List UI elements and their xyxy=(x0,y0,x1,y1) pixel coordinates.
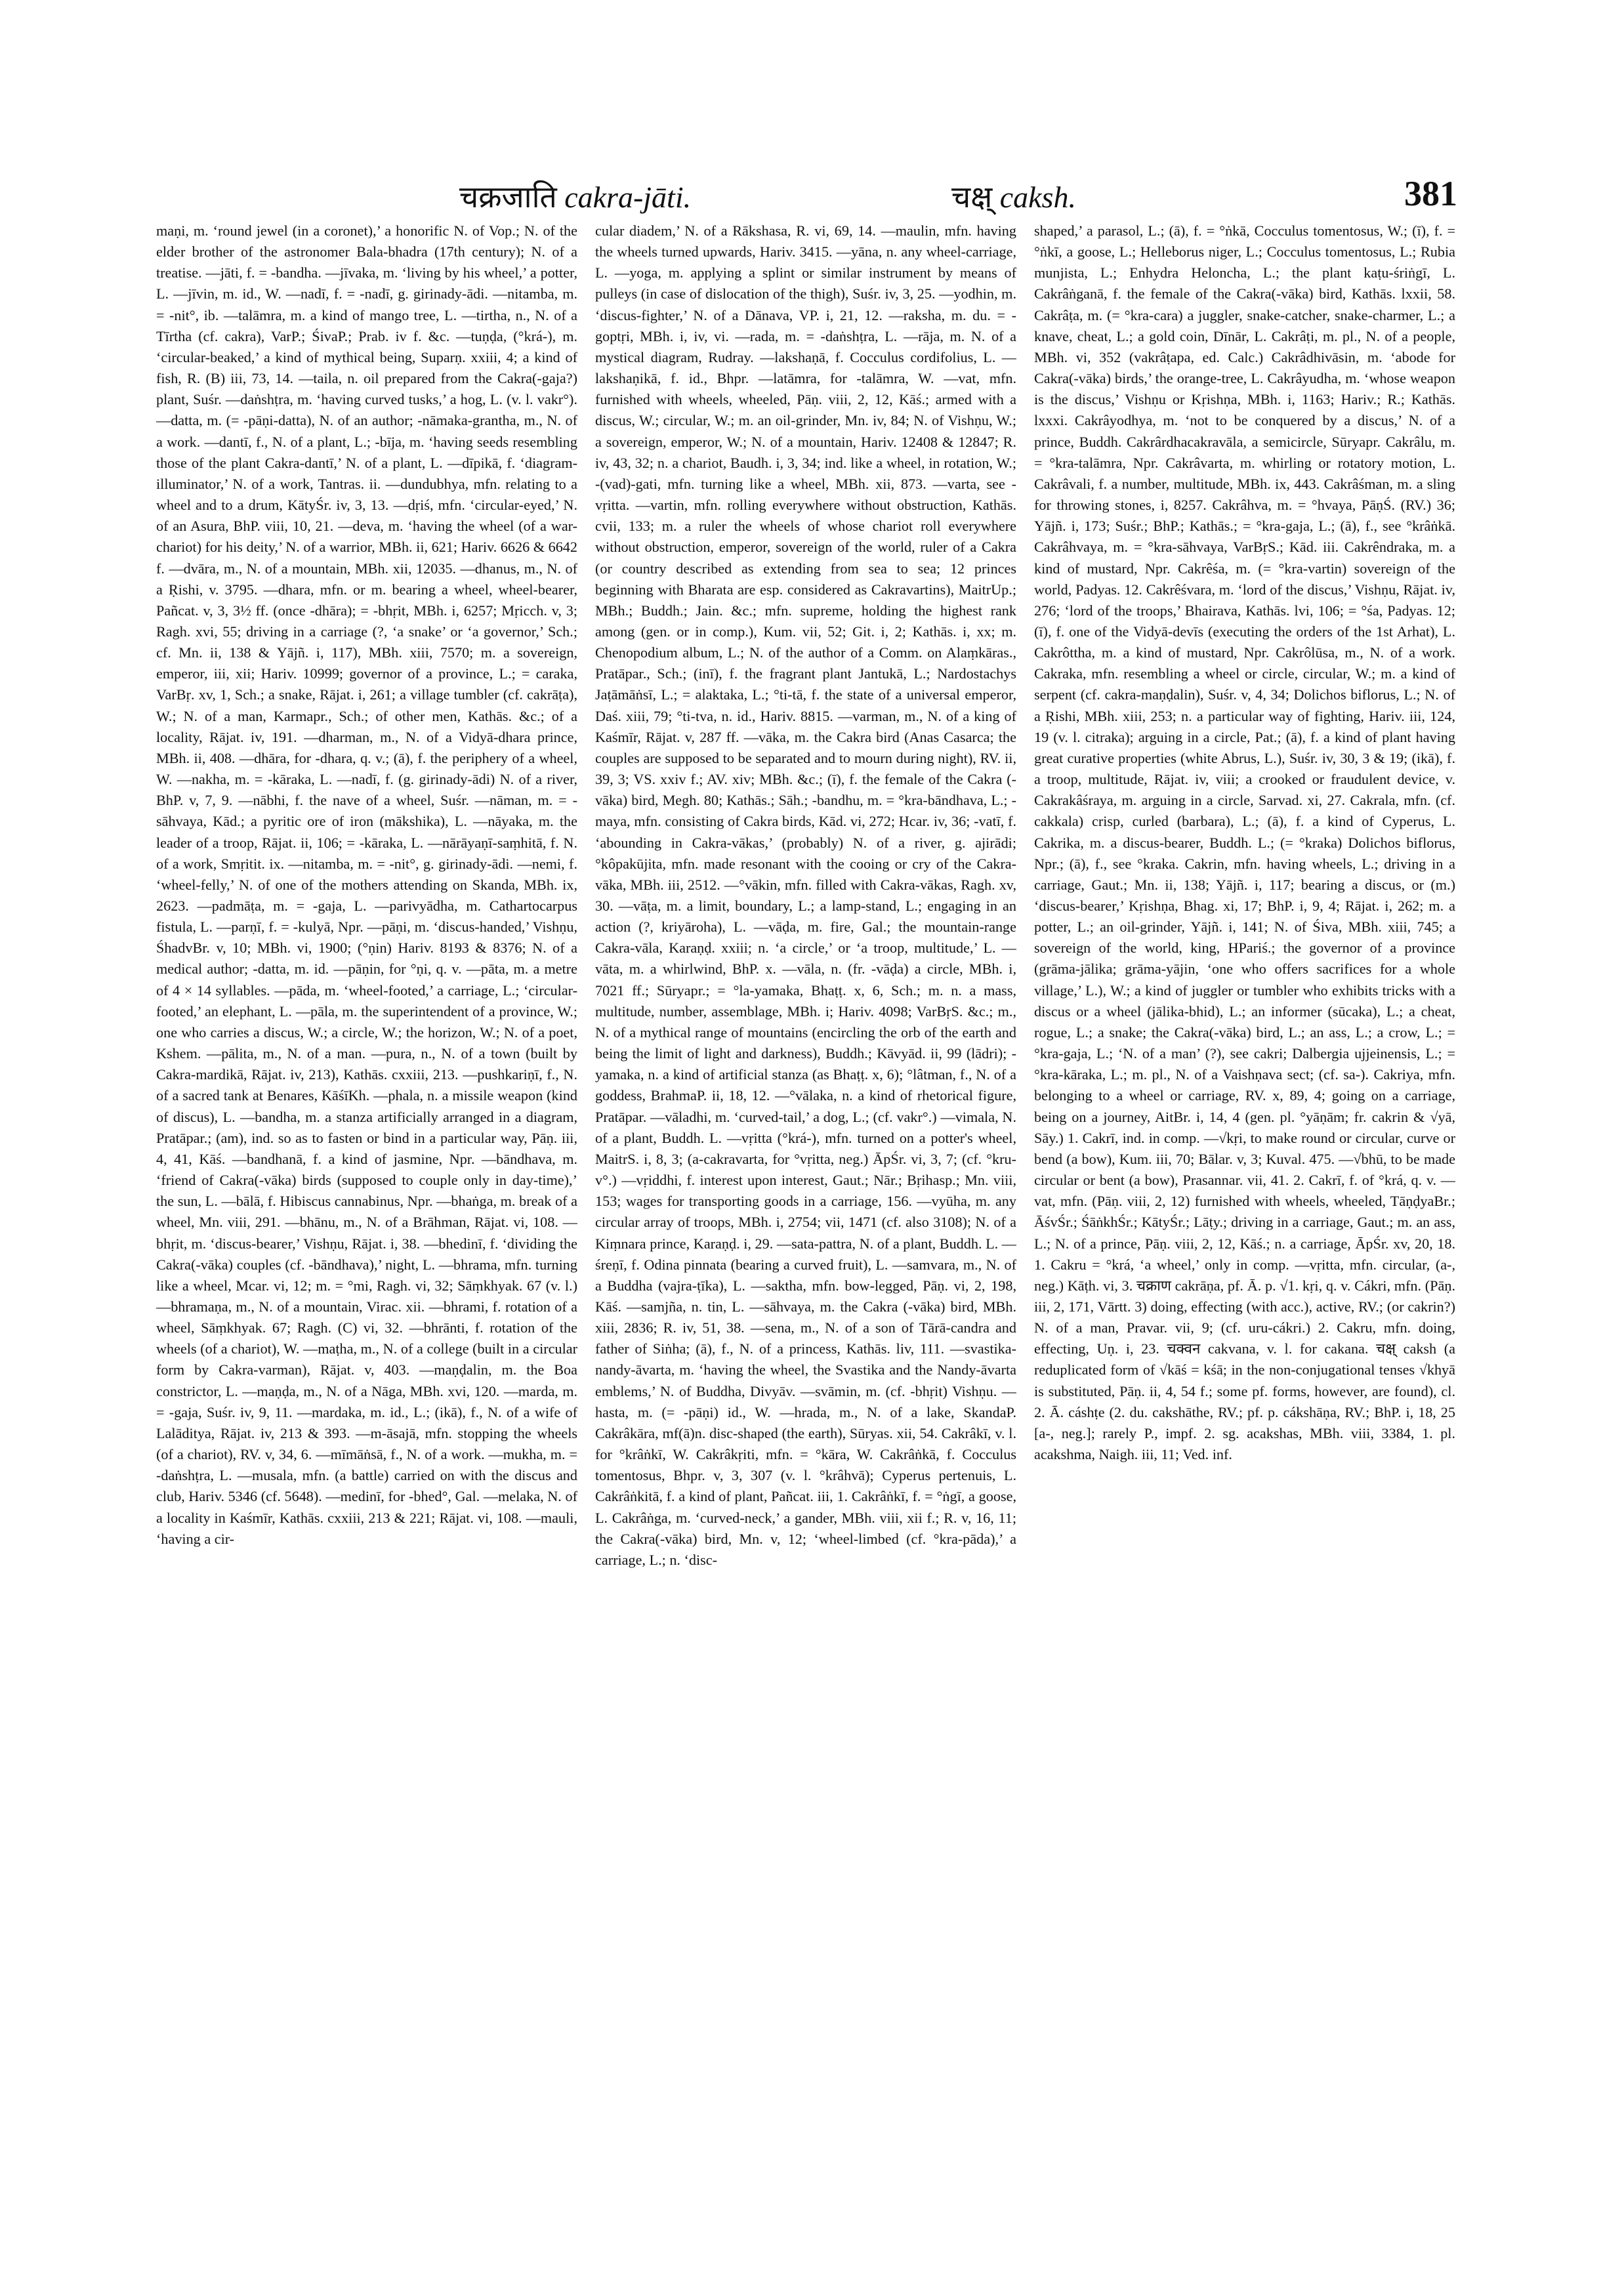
column-right xyxy=(1034,220,1455,2248)
header-left-headword xyxy=(459,176,691,217)
column-middle xyxy=(595,220,1016,2248)
header-right-transliteration: caksh. xyxy=(999,180,1076,214)
column-left-text: maṇi, m. ‘round jewel (in a coronet),’ a honorific N. of Vop.; N. of the elder brother of the astronomer Bala-bhadra (17th century); N. of a treatise. —jāti, f. = -bandha. —jīvaka, m. ‘living by his wheel,’ a potter, L. —jīvin, m. id., W. —nadī, f. = -nadī, g. girinady-ādi. —nitamba, m. = -nit°, ib. —talāmra, m. a kind of mango tree, L. —tirtha, n., N. of a Tīrtha (cf. cakra), VarP.; ŚivaP.; Prab. iv f. &c. —tuṇḍa, (°krá-), m. ‘circular-beaked,’ a kind of mythical being, Suparṇ. xxiii, 4; a kind of fish, R. (B) iii, 73, 14. —taila, n. oil prepared from the Cakra(-gaja?) plant, Suśr. —daṅshṭra, m. ‘having curved tusks,’ a hog, L. (v. l. vakr°). —datta, m. (= -pāṇi-datta), N. of an author; -nāmaka-grantha, m., N. of a work. —dantī, f., N. of a plant, L.; -bīja, m. ‘having seeds resembling those of the plant Cakra-dantī,’ N. of a plant, L. —dīpikā, f. ‘diagram-illuminator,’ N. of a work, Tantras. ii. —dundubhya, mfn. relating to a wheel and to a drum, KātyŚr. iv, 3, 13. —dṛiś, mfn. ‘circular-eyed,’ N. of an Asura, BhP. viii, 10, 21. —deva, m. ‘having the wheel (of a war-chariot) for his deity,’ N. of a warrior, MBh. ii, 621; Hariv. 6626 & 6642 f. —dvāra, m., N. of a mountain, MBh. xii, 12035. —dhanus, m., N. of a Ṛishi, v. 3795. —dhara, mfn. or m. bearing a wheel, wheel-bearer, Pañcat. v, 3, 3½ ff. (once -dhāra); = -bhṛit, MBh. i, 6257; Mṛicch. v, 3; Ragh. xvi, 55; driving in a carriage (?, ‘a snake’ or ‘a governor,’ Sch.; cf. Mn. ii, 138 & Yājñ. i, 117), MBh. xiii, 7570; m. a sovereign, emperor, iii, xii; Hariv. 10999; governor of a province, L.; = caraka, VarBṛ. xv, 1, Sch.; a snake, Rājat. i, 261; a village tumbler (cf. cakrāṭa), W.; N. of a man, Karmapr., Sch.; of other men, Kathās. &c.; of a locality, Rājat. iv, 191. —dharman, m., N. of a Vidyā-dhara prince, MBh. ii, 408. —dhāra, for -dhara, q. v.; (ā), f. the periphery of a wheel, W. —nakha, m. = -kāraka, L. —nadī, f. (g. girinady-ādi) N. of a river, BhP. v, 7, 9. —nābhi, f. the nave of a wheel, Suśr. —nāman, m. = -sāhvaya, Kād.; a pyritic ore of iron (mākshika), L. —nāyaka, m. the leader of a troop, Rājat. ii, 106; = -kāraka, L. —nārāyaṇī-saṃhitā, f. N. of a work, Smṛitit. ix. —nitamba, m. = -nit°, g. girinady-ādi. —nemi, f. ‘wheel-felly,’ N. of one of the mothers attending on Skanda, MBh. ix, 2623. —padmāṭa, m. = -gaja, L. —parivyādha, m. Cathartocarpus fistula, L. —parṇī, f. = -kulyā, Npr. —pāṇi, m. ‘discus-handed,’ Vishṇu, ŚhadvBr. v, 10; MBh. vi, 1900; (°ṇin) Hariv. 8193 & 8376; N. of a medical author; -datta, m. id. —pāṇin, for °ṇi, q. v. —pāta, m. a metre of 4 × 14 syllables. —pāda, m. ‘wheel-footed,’ a carriage, L.; ‘circular-footed,’ an elephant, L. —pāla, m. the superintendent of a province, W.; one who carries a discus, W.; a circle, W.; the horizon, W.; N. of a poet, Kshem. —pālita, m., N. of a man. —pura, n., N. of a town (built by Cakra-mardikā, Rājat. iv, 213), Kathās. cxxiii, 213. —pushkariṇī, f., N. of a sacred tank at Benares, KāśīKh. —phala, n. a missile weapon (kind of discus), L. —bandha, m. a stanza artificially arranged in a diagram, Pratāpar.; (am), ind. so as to fasten or bind in a particular way, Pāṇ. iii, 4, 41, Kāś. —bandhanā, f. a kind of jasmine, Npr. —bāndhava, m. ‘friend of Cakra(-vāka) birds (supposed to couple only in day-time),’ the sun, L. —bālā, f. Hibiscus cannabinus, Npr. —bhaṅga, m. break of a wheel, Mn. viii, 291. —bhānu, m., N. of a Brāhman, Rājat. vi, 108. —bhṛit, m. ‘discus-bearer,’ Vishṇu, Rājat. i, 38. —bhedinī, f. ‘dividing the Cakra(-vāka) couples (cf. -bāndhava),’ night, L. —bhrama, mfn. turning like a wheel, Mcar. vi, 12; m. = °mi, Ragh. vi, 32; Sāṃkhyak. 67 (v. l.) —bhramaṇa, m., N. of a mountain, Virac. xii. —bhrami, f. rotation of a wheel, Sāṃkhyak. 67; Ragh. (C) vi, 32. —bhrānti, f. rotation of the wheels (of a chariot), W. —maṭha, m., N. of a college (built in a circular form by Cakra-varman), Rājat. v, 403. —maṇḍalin, m. the Boa constrictor, L. —maṇḍa, m., N. of a Nāga, MBh. xvi, 120. —marda, m. = -gaja, Suśr. iv, 9, 11. —mardaka, m. id., L.; (ikā), f., N. of a wife of Lalāditya, Rājat. iv, 213 & 393. —m-āsajā, mfn. stopping the wheels (of a chariot), RV. v, 34, 6. —mīmāṅsā, f., N. of a work. —mukha, m. = -daṅshṭra, L. —musala, mfn. (a battle) carried on with the discus and club, Hariv. 5346 (cf. 5648). —medinī, for -bhed°, Gal. —melaka, N. of a locality in Kaśmīr, Kathās. cxxiii, 213 & 221; Rājat. vi, 108. —mauli, ‘having a cir- xyxy=(156,222,577,1547)
header-left-devanagari: चक्रजाति xyxy=(459,180,557,214)
column-left xyxy=(156,220,577,2248)
header-right-devanagari: चक्ष् xyxy=(951,180,993,214)
column-right-text: shaped,’ a parasol, L.; (ā), f. = °ṅkā, Cocculus tomentosus, W.; (ī), f. = °ṅkī, a goose, L.; Helleborus niger, L.; Cocculus tomentosus, L.; Rubia munjista, L.; Enhydra Heloncha, L.; the plant kaṭu-śriṅgī, L. Cakrâṅganā, f. the female of the Cakra(-vāka) bird, Kathās. lxxii, 58. Cakrâṭa, m. (= °kra-cara) a juggler, snake-catcher, snake-charmer, L.; a knave, cheat, L.; a gold coin, Dīnār, L. Cakrâṭi, m. pl., N. of a people, MBh. vi, 352 (vakrâṭapa, ed. Calc.) Cakrâdhivāsin, m. ‘abode for Cakra(-vāka) birds,’ the orange-tree, L. Cakrâyudha, m. ‘whose weapon is the discus,’ Vishṇu or Kṛishṇa, MBh. i, 1163; Hariv.; R.; Kathās. lxxxi. Cakrâyodhya, m. ‘not to be conquered by a discus,’ N. of a prince, Buddh. Cakrârdhacakravāla, a semicircle, Sūryapr. Cakrâlu, m. = °kra-talāmra, Npr. Cakrâvarta, m. whirling or rotatory motion, L. Cakrâvali, f. a number, multitude, MBh. ix, 443. Cakrâśman, m. a sling for throwing stones, i, 8257. Cakrâhva, m. = °hvaya, PāṇŚ. (RV.) 36; Yājñ. i, 173; Suśr.; BhP.; Kathās.; = °kra-gaja, L.; (ā), f., see °krâṅkā. Cakrâhvaya, m. = °kra-sāhvaya, VarBṛS.; Kād. iii. Cakrêndraka, m. a kind of mustard, Npr. Cakrêśa, m. (= °kra-vartin) sovereign of the world, Padyas. 12. Cakrêśvara, m. ‘lord of the discus,’ Vishṇu, Rājat. iv, 276; ‘lord of the troops,’ Bhairava, Kathās. lvi, 106; = °śa, Padyas. 12; (ī), f. one of the Vidyā-devīs (executing the orders of the 1st Arhat), L. Cakrôttha, m. a kind of mustard, Npr. Cakrôlūsa, m., N. of a work. Cakraka, mfn. resembling a wheel or circle, circular, W.; m. a kind of serpent (cf. cakra-maṇḍalin), Suśr. v, 4, 34; Dolichos biflorus, L.; N. of a Ṛishi, MBh. xiii, 253; n. a particular way of fighting, Hariv. iii, 124, 19 (v. l. citraka); arguing in a circle, Pat.; (ā), f. a kind of plant having great curative properties (white Abrus, L.), Suśr. iv, 30, 3 & 19; (ikā), f. a troop, multitude, Rājat. iv, viii; a crooked or fraudulent device, v. Cakrakâśraya, m. arguing in a circle, Sarvad. xi, 27. Cakrala, mfn. (cf. cakkala) crisp, curled (barbara), L.; (ā), f. a kind of Cyperus, L. Cakrika, m. a discus-bearer, Buddh. L.; (= °kraka) Dolichos biflorus, Npr.; (ā), f., see °kraka. Cakrin, mfn. having wheels, L.; driving in a carriage, Gaut.; Mn. ii, 138; Yājñ. i, 117; bearing a discus, or (m.) ‘discus-bearer,’ Kṛishṇa, Bhag. xi, 17; BhP. i, 9, 4; Rājat. i, 262; m. a potter, L.; an oil-grinder, Yājñ. i, 141; N. of Śiva, MBh. xiii, 745; a sovereign of the world, king, HPariś.; the governor of a province (grāma-jālika; grāma-yājin, ‘one who offers sacrifices for a whole village,’ L.), W.; a kind of juggler or tumbler who exhibits tricks with a discus or a wheel (jālika-bhid), L.; an informer (sūcaka), L.; a cheat, rogue, L.; a snake; the Cakra(-vāka) bird, L.; an ass, L.; a crow, L.; = °kra-gaja, L.; ‘N. of a man’ (?), see cakri; Dalbergia ujjeinensis, L.; = °kra-kāraka, L.; m. pl., N. of a Vaishṇava sect; (cf. sa-). Cakriya, mfn. belonging to a wheel or carriage, RV. x, 89, 4; going on a carriage, being on a journey, AitBr. i, 14, 4 (gen. pl. °yāṇām; fr. cakrin & √yā, Sāy.) 1. Cakrī, ind. in comp. —√kṛi, to make round or circular, curve or bend (a bow), Kum. iii, 70; Bālar. v, 3; Kuval. 475. —√bhū, to be made circular or bent (a bow), Prasannar. vii, 41. 2. Cakrī, f. of °krá, q. v. —vat, mfn. (Pāṇ. viii, 2, 12) furnished with wheels, wheeled, TāṇḍyaBr.; ĀśvŚr.; ŚāṅkhŚr.; KātyŚr.; Lāṭy.; driving in a carriage, Gaut.; m. an ass, L.; N. of a prince, Pāṇ. viii, 2, 12, Kāś.; n. a carriage, ĀpŚr. xv, 20, 18. 1. Cakru = °krá, ‘a wheel,’ only in comp. —vṛitta, mfn. circular, (a-, neg.) Kāṭh. vi, 3. चक्राण cakrāṇa, pf. Ā. p. √1. kṛi, q. v. Cákri, mfn. (Pāṇ. iii, 2, 171, Vārtt. 3) doing, effecting (with acc.), active, RV.; (or cakrin?) N. of a man, Pravar. vii, 9; (cf. uru-cákri.) 2. Cakru, mfn. doing, effecting, Uṇ. i, 23. चक्वन cakvana, v. l. for cakana. चक्ष् caksh (a reduplicated form of √kāś = kśā; in the non-conjugational tenses √khyā is substituted, Pāṇ. ii, 4, 54 f.; some pf. forms, however, are found), cl. 2. Ā. cáshṭe (2. du. cakshāthe, RV.; pf. p. cákshāṇa, RV.; BhP. i, 18, 25 [a-, neg.]; rarely P., impf. 2. sg. acakshas, MBh. viii, 3384, 1. pl. acakshma, Naigh. iii, 11; Ved. inf. xyxy=(1034,222,1455,1463)
dictionary-columns xyxy=(156,220,1455,2248)
header-right-headword xyxy=(951,176,1076,217)
column-middle-text: cular diadem,’ N. of a Rākshasa, R. vi, 69, 14. —maulin, mfn. having the wheels turned upwards, Hariv. 3415. —yāna, n. any wheel-carriage, L. —yoga, m. applying a splint or similar instrument by means of pulleys (in case of dislocation of the thigh), Suśr. iv, 3, 25. —yodhin, m. ‘discus-fighter,’ N. of a Dānava, VP. i, 21, 12. —raksha, m. du. = -goptṛi, MBh. i, iv, vi. —rada, m. = -daṅshṭra, L. —rāja, m. N. of a mystical diagram, Rudray. —lakshaṇā, f. Cocculus cordifolius, L. —lakshaṇikā, f. id., Bhpr. —latāmra, for -talāmra, W. —vat, mfn. furnished with wheels, wheeled, Pāṇ. viii, 2, 12, Kāś.; armed with a discus, W.; circular, W.; m. an oil-grinder, Mn. iv, 84; N. of Vishṇu, W.; a sovereign, emperor, W.; N. of a mountain, Hariv. 12408 & 12847; R. iv, 43, 32; n. a chariot, Baudh. i, 3, 34; ind. like a wheel, in rotation, W.; -(vad)-gati, mfn. turning like a wheel, MBh. xii, 873. —varta, see -vṛitta. —vartin, mfn. rolling everywhere without obstruction, Kathās. cvii, 133; m. a ruler the wheels of whose chariot roll everywhere without obstruction, emperor, sovereign of the world, ruler of a Cakra (or country described as extending from sea to sea; 12 princes beginning with Bharata are esp. considered as Cakravartins), MaitrUp.; MBh.; Buddh.; Jain. &c.; mfn. supreme, holding the highest rank among (gen. or in comp.), Kum. vii, 52; Git. i, 2; Kathās. i, xx; m. Chenopodium album, L.; N. of the author of a Comm. on Alaṃkāras., Pratāpar., Sch.; (inī), f. the fragrant plant Jantukā, L.; Nardostachys Jaṭāmāṅsī, L.; = alaktaka, L.; °ti-tā, f. the state of a universal emperor, Daś. xiii, 79; °ti-tva, n. id., Hariv. 8815. —varman, m., N. of a king of Kaśmīr, Rājat. v, 287 ff. —vāka, m. the Cakra bird (Anas Casarca; the couples are supposed to be separated and to mourn during night), RV. ii, 39, 3; VS. xxiv f.; AV. xiv; MBh. &c.; (ī), f. the female of the Cakra (-vāka) bird, Megh. 80; Kathās.; Sāh.; -bandhu, m. = °kra-bāndhava, L.; -maya, mfn. consisting of Cakra birds, Kād. vi, 272; Hcar. iv, 36; -vatī, f. ‘abounding in Cakra-vākas,’ (probably) N. of a river, g. ajirādi; °kôpakūjita, mfn. made resonant with the cooing or cry of the Cakra-vāka, MBh. iii, 2512. —°vākin, mfn. filled with Cakra-vākas, Ragh. xv, 30. —vāṭa, m. a limit, boundary, L.; a lamp-stand, L.; engaging in an action (?, kriyāroha), L. —vāḍa, m. fire, Gal.; the mountain-range Cakra-vāla, Karaṇḍ. xxiii; n. ‘a circle,’ or ‘a troop, multitude,’ L. —vāta, m. a whirlwind, BhP. x. —vāla, n. (fr. -vāḍa) a circle, MBh. i, 7021 ff.; Sūryapr.; = °la-yamaka, Bhaṭṭ. x, 6, Sch.; m. n. a mass, multitude, number, assemblage, MBh. i; Hariv. 4098; VarBṛS. &c.; m., N. of a mythical range of mountains (encircling the orb of the earth and being the limit of light and darkness), Buddh.; Kāvyād. ii, 99 (lādri); -yamaka, n. a kind of artificial stanza (as Bhaṭṭ. x, 6); °lâtman, f., N. of a goddess, BrahmaP. ii, 18, 12. —°vālaka, n. a kind of rhetorical figure, Pratāpar. —vāladhi, m. ‘curved-tail,’ a dog, L.; (cf. vakr°.) —vimala, N. of a plant, Buddh. L. —vṛitta (°krá-), mfn. turned on a potter's wheel, MaitrS. i, 8, 3; (a-cakravarta, for °vṛitta, neg.) ĀpŚr. vi, 3, 7; (cf. °kru-v°.) —vṛiddhi, f. interest upon interest, Gaut.; Nār.; Bṛihasp.; Mn. viii, 153; wages for transporting goods in a carriage, 156. —vyūha, m. any circular array of troops, MBh. i, 2754; vii, 1471 (cf. also 3108); N. of a Kiṃnara prince, Karaṇḍ. i, 29. —sata-pattra, N. of a plant, Buddh. L. —śreṇī, f. Odina pinnata (bearing a curved fruit), L. —samvara, m., N. of a Buddha (vajra-ṭīka), L. —saktha, mfn. bow-legged, Pāṇ. vi, 2, 198, Kāś. —samjña, n. tin, L. —sāhvaya, m. the Cakra (-vāka) bird, MBh. xiii, 2836; R. iv, 51, 38. —sena, m., N. of a son of Tārā-candra and father of Siṅha; (ā), f., N. of a princess, Kathās. liv, 111. —svastika-nandy-āvarta, m. ‘having the wheel, the Svastika and the Nandy-āvarta emblems,’ N. of Buddha, Divyāv. —svāmin, m. (cf. -bhṛit) Vishṇu. —hasta, m. (= -pāṇi) id., W. —hrada, m., N. of a lake, SkandaP. Cakrâkāra, mf(ā)n. disc-shaped (the earth), Sūryas. xii, 54. Cakrâkī, v. l. for °krâṅkī, W. Cakrâkṛiti, mfn. = °kāra, W. Cakrâṅkā, f. Cocculus tomentosus, Bhpr. v, 3, 307 (v. l. °krâhvā); Cyperus pertenuis, L. Cakrâṅkitā, f. a kind of plant, Pañcat. iii, 1. Cakrâṅkī, f. = °ṅgī, a goose, L. Cakrâṅga, m. ‘curved-neck,’ a gander, MBh. viii, xii f.; R. v, 16, 11; the Cakra(-vāka) bird, Mn. v, 12; ‘wheel-limbed (cf. °kra-pāda),’ a carriage, L.; n. ‘disc- xyxy=(595,222,1016,1568)
page-number: 381 xyxy=(1404,174,1457,213)
header-left-transliteration: cakra-jāti. xyxy=(564,180,692,214)
